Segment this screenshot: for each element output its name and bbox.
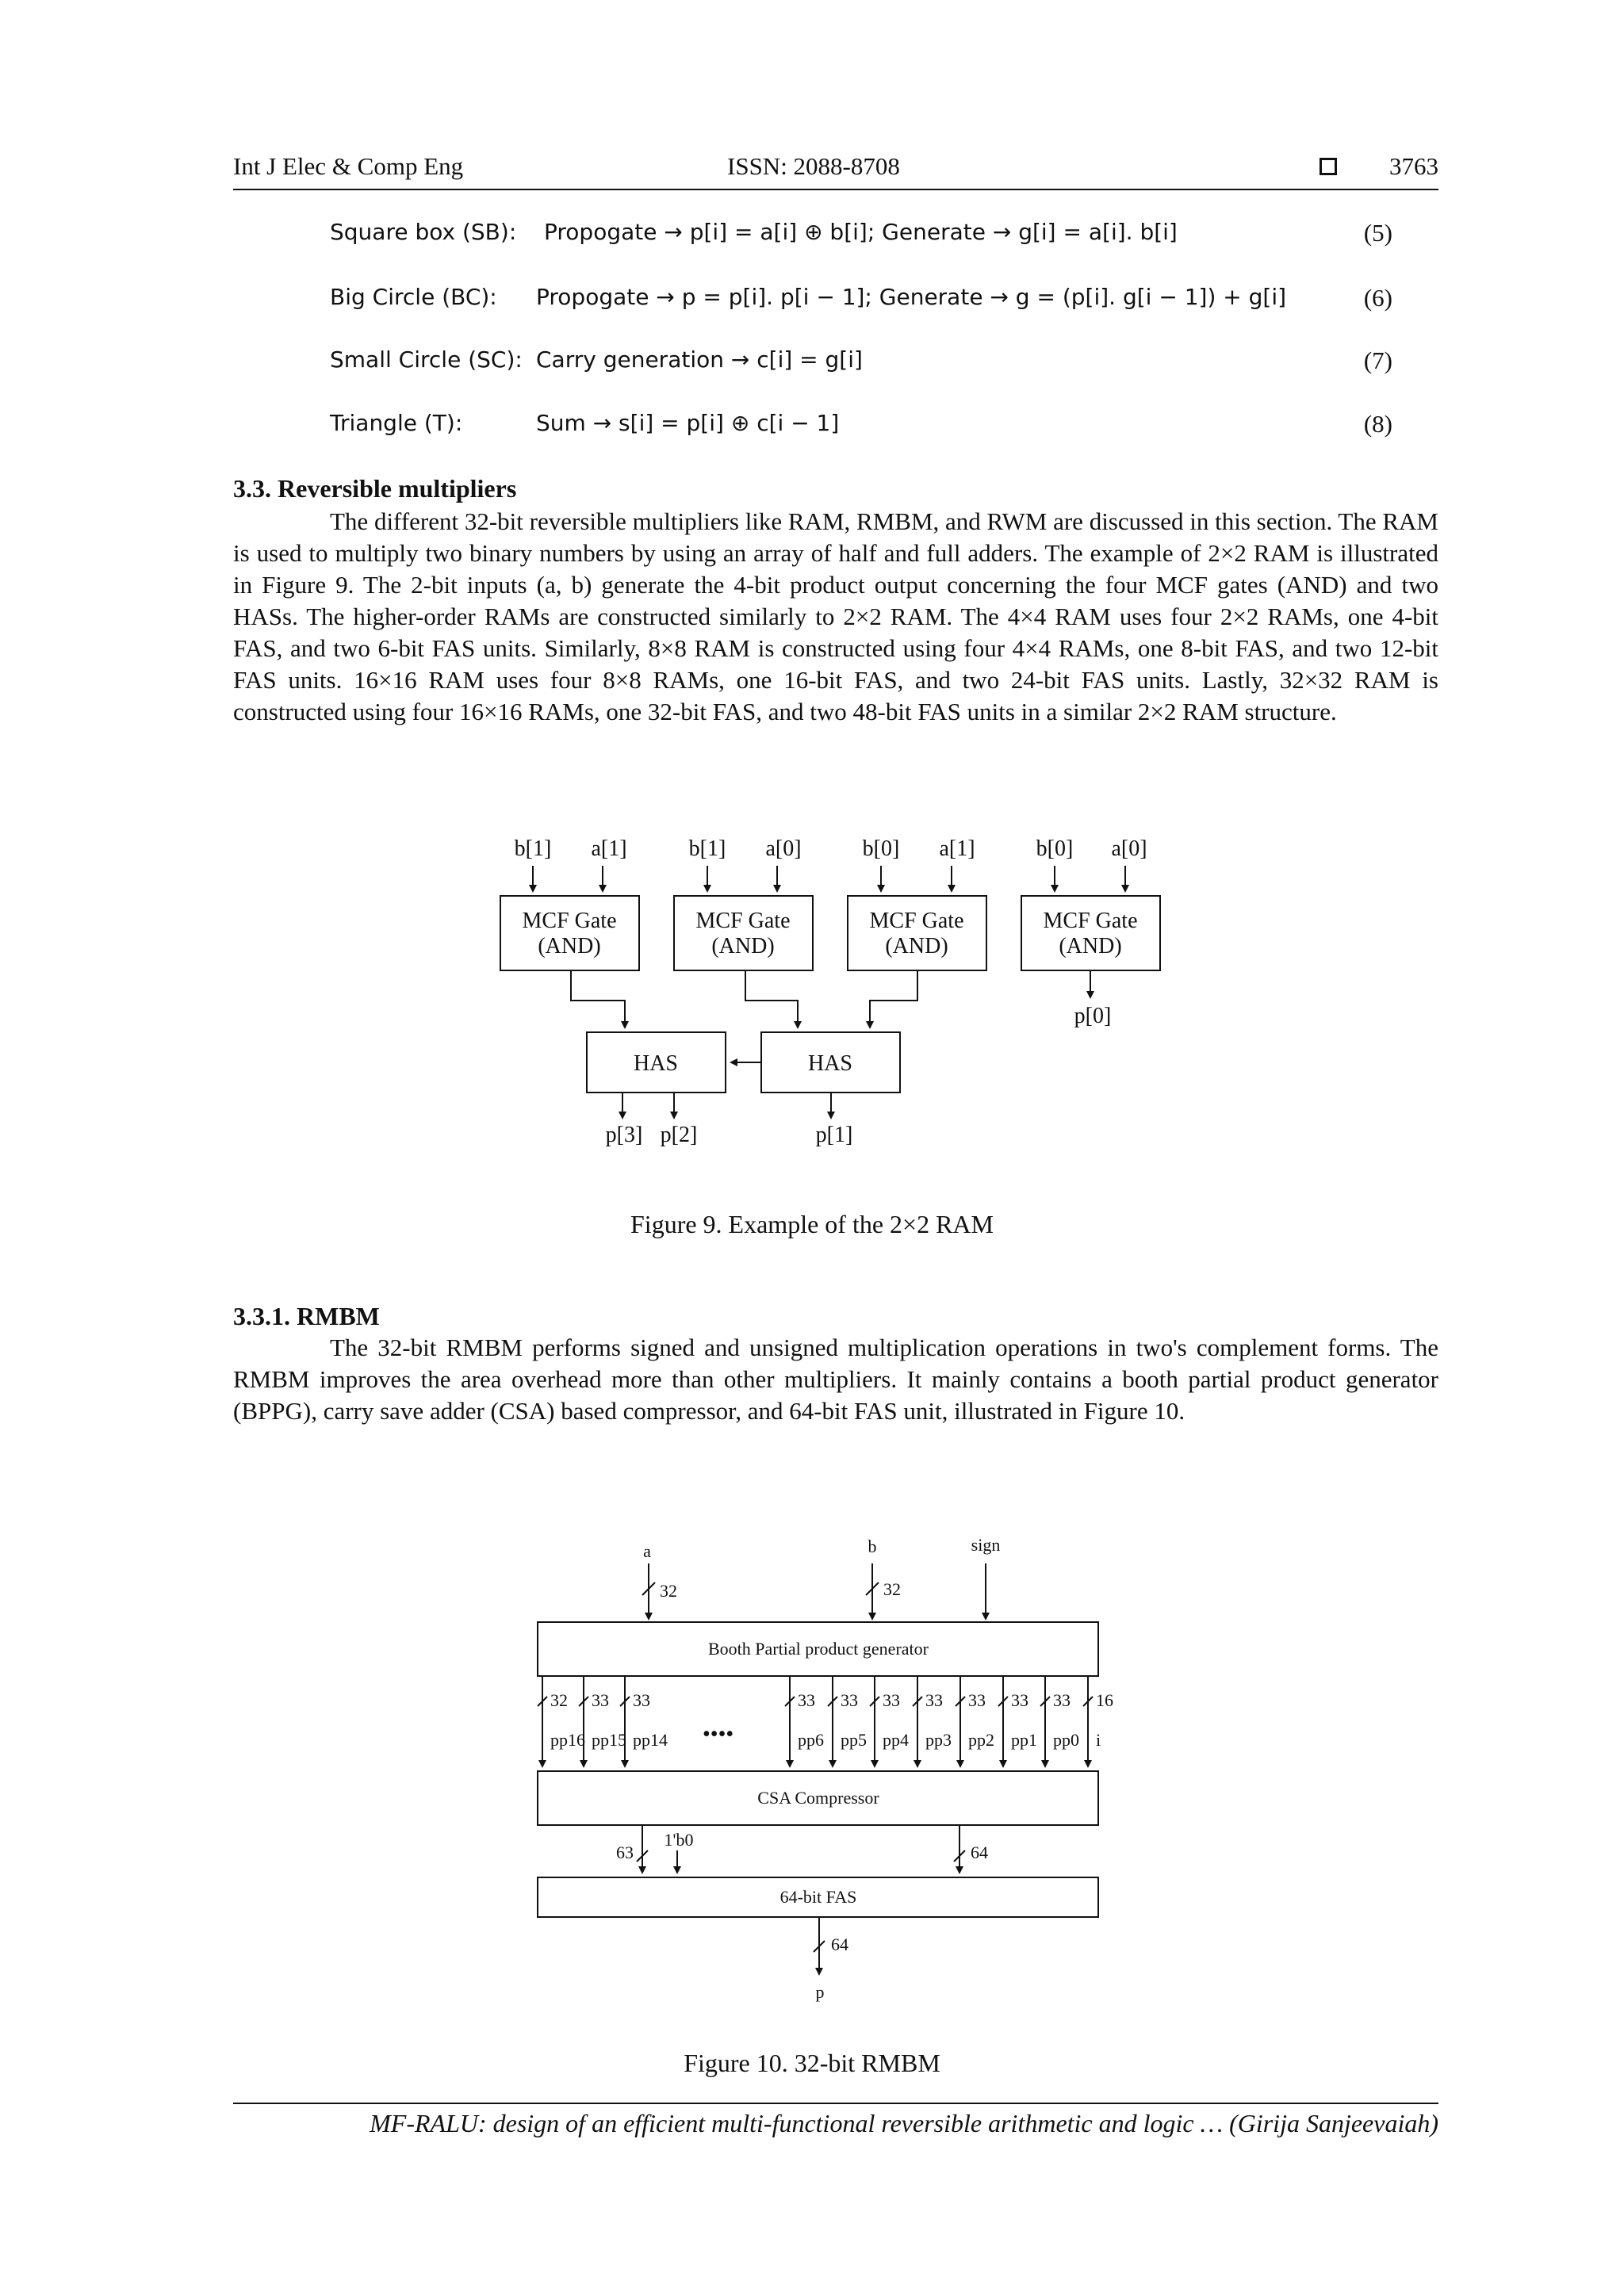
gate-label: MCF Gate [522,909,617,933]
input-label-a: a [643,1541,651,1561]
pp-label: pp5 [841,1730,867,1750]
running-footer: MF-RALU: design of an efficient multi-functional reversible arithmetic and logic … (Girija Sanjeevaiah) [370,2109,1438,2137]
input-label: a[1] [939,836,975,861]
square-bullet-icon [1320,158,1337,175]
paragraph-text: The 32-bit RMBM performs signed and unsigned multiplication operations in two's complement forms. The RMBM improves the area overhead more than other multipliers. It mainly contains a booth partial product generator (BPPG), carry save adder (CSA) based compressor, and 64-bit FAS unit, illustrated in Figure 10. [233,1334,1438,1425]
pp-width: 33 [798,1690,815,1710]
input-label: b[0] [862,836,900,861]
connector-arrow [571,970,625,1027]
const-label: 1'b0 [664,1830,694,1850]
figure-10-caption: Figure 10. 32-bit RMBM [684,2049,940,2077]
running-header [233,152,1438,189]
equation-body: Carry generation → c[i] = g[i] [536,346,863,373]
equation-number: (5) [1363,219,1392,247]
pp-label: pp2 [968,1730,994,1750]
mcf-gate-box [848,896,986,970]
pp-width: 33 [883,1690,900,1710]
equation-number: (6) [1363,284,1392,312]
equation-number: (7) [1363,346,1392,374]
pp-width: 32 [550,1690,568,1710]
pp-label: i [1096,1730,1101,1750]
pp-width: 33 [925,1690,943,1710]
equation-6 [330,284,1392,319]
input-label: b[1] [514,836,552,861]
pp-label: pp6 [798,1730,824,1750]
input-label: b[0] [1036,836,1074,861]
section-heading-3-3-1: 3.3.1. RMBM [233,1302,380,1330]
gate-label: MCF Gate [1043,909,1138,933]
equation-body: Propogate → p = p[i]. p[i − 1]; Generate → g = (p[i]. g[i − 1]) + g[i] [536,284,1287,310]
equation-8 [330,410,1392,445]
pp-label: pp0 [1053,1730,1079,1750]
equation-5 [330,219,1392,254]
pp-width: 33 [968,1690,986,1710]
header-rule [233,189,1438,190]
output-label: p[2] [660,1123,698,1147]
ellipsis-dots: •••• [703,1722,734,1747]
connector-arrow [745,970,798,1027]
fas-label: 64-bit FAS [779,1887,857,1907]
has-label: HAS [633,1051,679,1076]
gate-label: (AND) [538,934,601,959]
issn: ISSN: 2088-8708 [727,152,900,180]
gate-label: (AND) [711,934,775,959]
section-heading-3-3: 3.3. Reversible multipliers [233,474,517,503]
paragraph-3-3-1 [233,1332,1438,1427]
bus-width: 63 [616,1843,634,1862]
footer-rule [233,2103,1438,2104]
equation-number: (8) [1363,410,1392,438]
figure-10-diagram [523,1530,1126,2022]
pp-label: pp1 [1011,1730,1037,1750]
gate-label: MCF Gate [695,909,791,933]
input-label: a[0] [765,836,802,861]
pp-width: 33 [592,1690,609,1710]
pp-label: pp15 [592,1730,626,1750]
input-label-sign: sign [971,1535,1001,1555]
pp-width: 33 [1053,1690,1071,1710]
equation-body: Sum → s[i] = p[i] ⊕ c[i − 1] [536,410,840,436]
pp-width: 33 [841,1690,858,1710]
paragraph-3-3 [233,506,1438,728]
output-label: p[1] [815,1123,853,1147]
has-label: HAS [807,1051,853,1076]
equation-label: Small Circle (SC): [330,346,523,373]
bus-width: 32 [660,1581,677,1601]
input-label-b: b [868,1536,877,1556]
bus-width: 32 [883,1579,901,1599]
bus-width: 64 [831,1934,848,1954]
paragraph-text: The different 32-bit reversible multipliers like RAM, RMBM, and RWM are discussed in this section. The RAM is used to multiply two binary numbers by using an array of half and full adders. The example of 2×2 RAM is illustrated in Figure 9. The 2-bit inputs (a, b) generate the 4-bit product output concerning the four MCF gates (AND) and two HASs. The higher-order RAMs are constructed similarly to 2×2 RAM. The 4×4 RAM uses four 2×2 RAMs, one 4-bit FAS, and two 6-bit FAS units. Similarly, 8×8 RAM is constructed using four 4×4 RAMs, one 8-bit FAS, and two 12-bit FAS units. 16×16 RAM uses four 8×8 RAMs, one 16-bit FAS, and two 24-bit FAS units. Lastly, 32×32 RAM is constructed using four 16×16 RAMs, one 32-bit FAS, and two 48-bit FAS units in a similar 2×2 RAM structure. [233,507,1438,725]
output-label: p[3] [605,1123,643,1147]
csa-label: CSA Compressor [757,1788,879,1808]
journal-name: Int J Elec & Comp Eng [233,152,464,180]
mcf-gate-box [1021,896,1160,970]
equation-label: Square box (SB): [330,219,517,245]
figure-9-diagram [444,825,1182,1165]
equation-body: Propogate → p[i] = a[i] ⊕ b[i]; Generate → g[i] = a[i]. b[i] [544,219,1178,245]
input-label: b[1] [688,836,726,861]
page-number: 3763 [1389,152,1438,180]
pp-label: pp14 [633,1730,668,1750]
bppg-label: Booth Partial product generator [708,1639,929,1659]
pp-width: 33 [633,1690,650,1710]
input-label: a[0] [1111,836,1147,861]
equation-7 [330,346,1392,381]
pp-width: 33 [1011,1690,1028,1710]
output-label-p: p [815,1982,825,2002]
output-label: p[0] [1074,1004,1112,1028]
equation-label: Triangle (T): [330,410,463,436]
bus-width: 64 [971,1843,988,1862]
pp-label: pp4 [883,1730,909,1750]
figure-9-caption: Figure 9. Example of the 2×2 RAM [630,1210,994,1238]
mcf-gate-box [674,896,813,970]
mcf-gate-box [500,896,639,970]
pp-label: pp3 [925,1730,952,1750]
connector-arrow [870,970,917,1027]
gate-label: MCF Gate [869,909,964,933]
input-label: a[1] [591,836,627,861]
gate-label: (AND) [1059,934,1122,959]
equation-label: Big Circle (BC): [330,284,497,310]
pp-label: pp16 [550,1730,585,1750]
gate-label: (AND) [885,934,948,959]
pp-width: 16 [1096,1690,1113,1710]
